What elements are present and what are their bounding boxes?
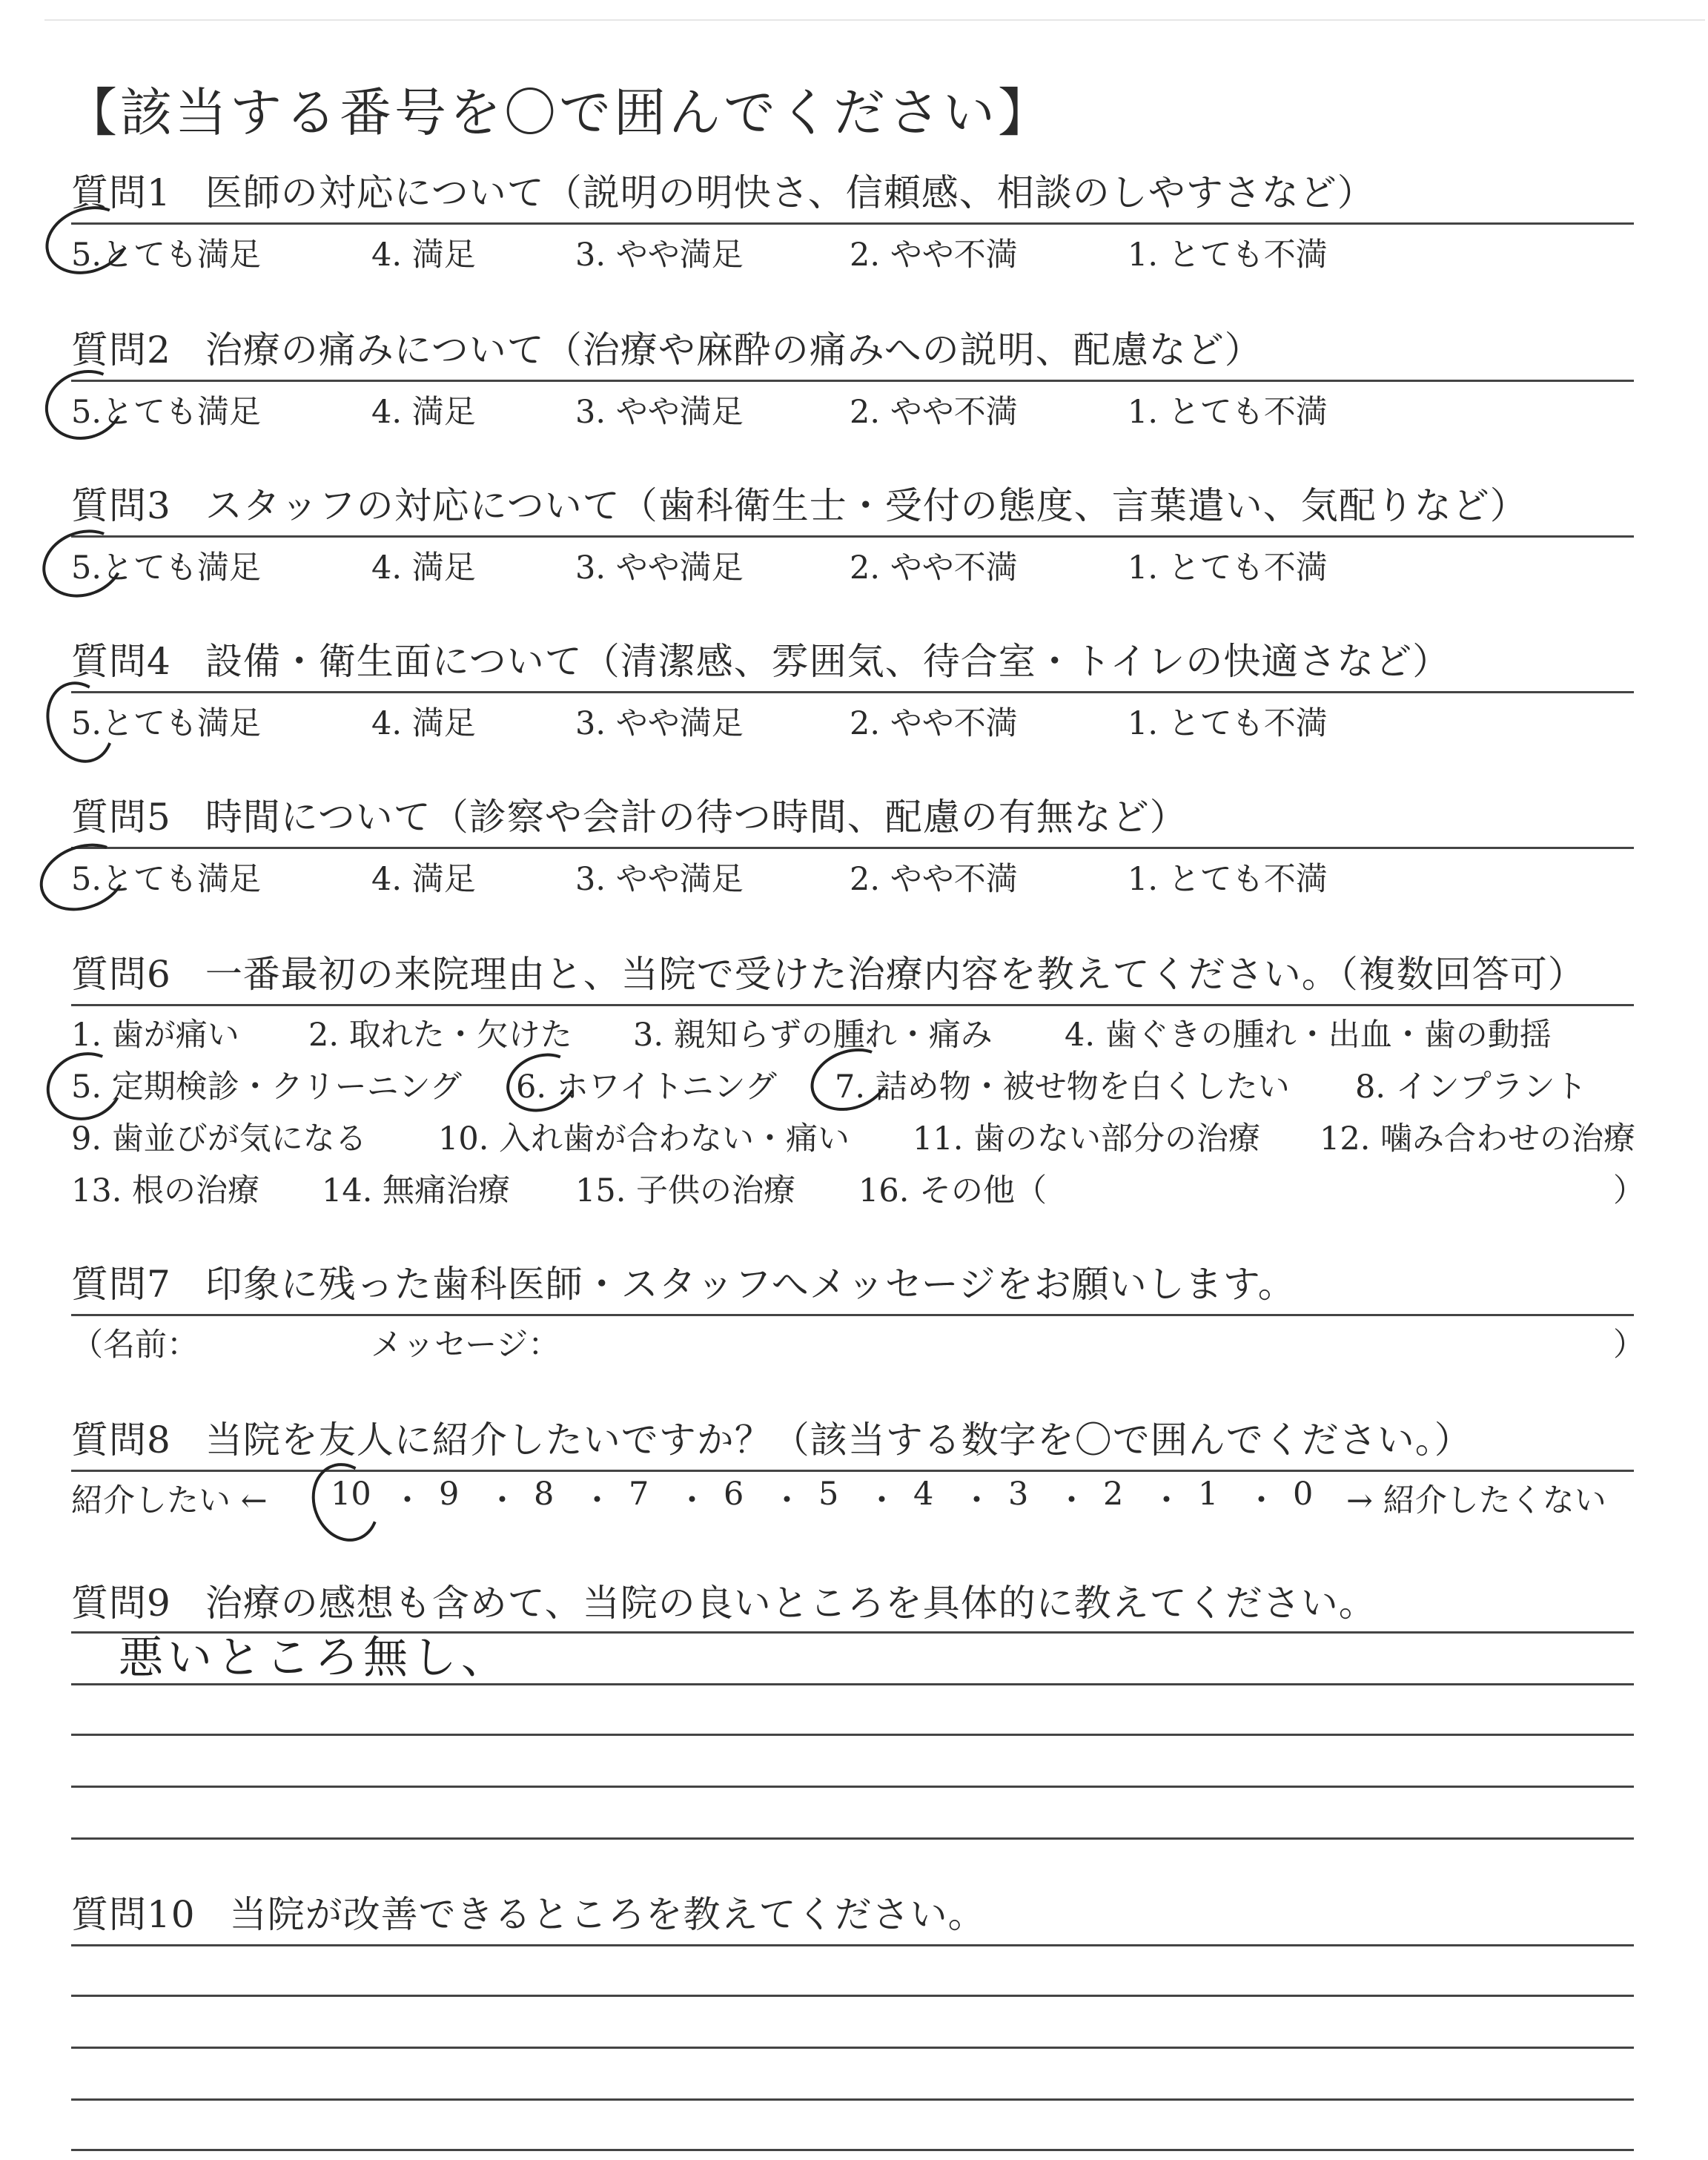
scale-7[interactable]: 7 (629, 1476, 649, 1513)
option-3[interactable]: 3. やや満足 (575, 237, 744, 274)
name-label: （名前： (71, 1327, 199, 1364)
option-2[interactable]: 2. やや不満 (850, 861, 1018, 898)
option-4[interactable]: 4. 満足 (371, 861, 476, 898)
option-1[interactable]: 1. とても不満 (1128, 237, 1328, 274)
scale-dot: ・ (1056, 1482, 1088, 1519)
scale-dot: ・ (961, 1482, 993, 1519)
scale-dot: ・ (486, 1482, 518, 1519)
answer-line (71, 1837, 1634, 1840)
option-3[interactable]: 3. やや満足 (575, 861, 744, 898)
answer-line (71, 1944, 1634, 1946)
question-number: 質問1 (71, 171, 171, 214)
option-11[interactable]: 11. 歯のない部分の治療 (913, 1120, 1261, 1157)
option-3[interactable]: 3. 親知らずの腫れ・痛み (633, 1017, 993, 1054)
question-4 (71, 630, 1634, 693)
question-7 (71, 1253, 1634, 1316)
selection-circle (498, 1044, 586, 1122)
option-13[interactable]: 13. 根の治療 (71, 1172, 260, 1209)
scale-dot: ・ (391, 1482, 423, 1519)
scale-dot: ・ (866, 1482, 898, 1519)
question-number: 質問5 (71, 796, 171, 839)
answer-line (71, 2047, 1634, 2049)
scale-dot: ・ (1151, 1482, 1182, 1519)
question-1 (71, 162, 1634, 225)
option-1[interactable]: 1. とても不満 (1128, 861, 1328, 898)
option-3[interactable]: 3. やや満足 (575, 549, 744, 587)
option-5[interactable]: 5.とても満足 (71, 237, 262, 274)
scale-9[interactable]: 9 (439, 1476, 460, 1513)
option-5[interactable]: 5.とても満足 (71, 394, 262, 431)
top-rule (44, 19, 1705, 21)
question-text: 治療の痛みについて（治療や麻酔の痛みへの説明、配慮など） (205, 328, 1262, 371)
option-4[interactable]: 4. 満足 (371, 237, 476, 274)
answer-line (71, 2098, 1634, 2101)
q6-row-4 (71, 1166, 1645, 1210)
option-1[interactable]: 1. とても不満 (1128, 549, 1328, 587)
scale-3[interactable]: 3 (1008, 1476, 1029, 1513)
q5-options (71, 854, 1635, 899)
option-1[interactable]: 1. とても不満 (1128, 394, 1328, 431)
option-3[interactable]: 3. やや満足 (575, 705, 744, 742)
question-text: 当院を友人に紹介したいですか？（該当する数字を〇で囲んでください。） (205, 1418, 1472, 1462)
form-heading: 【該当する番号を〇で囲んでください】 (65, 82, 1053, 143)
question-text: 印象に残った歯科医師・スタッフへメッセージをお願いします。 (205, 1263, 1296, 1306)
question-number: 質問3 (71, 484, 171, 527)
option-1[interactable]: 1. 歯が痛い (71, 1017, 239, 1054)
question-10 (71, 1883, 1634, 1944)
question-5 (71, 786, 1634, 849)
question-number: 質問9 (71, 1582, 171, 1625)
option-2[interactable]: 2. やや不満 (850, 394, 1018, 431)
scale-10[interactable]: 10 (331, 1476, 371, 1513)
close-paren: ） (1613, 1327, 1645, 1364)
q4-options (71, 698, 1635, 743)
question-text: 時間について（診察や会計の待つ時間、配慮の有無など） (205, 796, 1188, 839)
scale-right-label: → 紹介したくない (1346, 1482, 1606, 1519)
question-number: 質問6 (71, 953, 171, 996)
question-2 (71, 319, 1634, 382)
option-4[interactable]: 4. 満足 (371, 394, 476, 431)
scale-dot: ・ (1245, 1482, 1277, 1519)
option-8[interactable]: 8. インプラント (1355, 1069, 1587, 1106)
option-10[interactable]: 10. 入れ歯が合わない・痛い (438, 1120, 850, 1157)
option-12[interactable]: 12. 噛み合わせの治療 (1320, 1120, 1636, 1157)
question-number: 質問10 (71, 1893, 196, 1936)
scale-dot: ・ (676, 1482, 708, 1519)
scale-5[interactable]: 5 (818, 1476, 839, 1513)
q3-options (71, 543, 1635, 587)
question-number: 質問8 (71, 1418, 171, 1462)
scale-0[interactable]: 0 (1293, 1476, 1314, 1513)
question-8 (71, 1409, 1634, 1472)
scale-4[interactable]: 4 (913, 1476, 934, 1513)
option-2[interactable]: 2. やや不満 (850, 549, 1018, 587)
question-number: 質問7 (71, 1263, 171, 1306)
question-3 (71, 475, 1634, 538)
answer-line (71, 1734, 1634, 1736)
option-2[interactable]: 2. 取れた・欠けた (308, 1017, 572, 1054)
scale-dot: ・ (771, 1482, 803, 1519)
option-14[interactable]: 14. 無痛治療 (322, 1172, 511, 1209)
option-4[interactable]: 4. 満足 (371, 705, 476, 742)
question-text: 当院が改善できるところを教えてください。 (229, 1893, 986, 1936)
q7-fields (71, 1320, 1645, 1364)
q8-scale (71, 1476, 1635, 1520)
question-text: スタッフの対応について（歯科衛生士・受付の態度、言葉遣い、気配りなど） (205, 484, 1528, 527)
scale-8[interactable]: 8 (534, 1476, 555, 1513)
answer-line (71, 1786, 1634, 1788)
q2-options (71, 387, 1635, 432)
scale-dot: ・ (581, 1482, 613, 1519)
q6-row-3 (71, 1114, 1635, 1158)
option-4[interactable]: 4. 歯ぐきの腫れ・出血・歯の動揺 (1065, 1017, 1552, 1054)
option-16[interactable]: 16. その他（ (858, 1172, 1047, 1209)
question-number: 質問4 (71, 640, 171, 683)
option-15[interactable]: 15. 子供の治療 (575, 1172, 796, 1209)
option-5[interactable]: 5. 定期検診・クリーニング (71, 1069, 462, 1106)
option-3[interactable]: 3. やや満足 (575, 394, 744, 431)
question-6 (71, 943, 1634, 1006)
scale-6[interactable]: 6 (724, 1476, 744, 1513)
question-text: 一番最初の来院理由と、当院で受けた治療内容を教えてください。（複数回答可） (205, 953, 1586, 996)
message-label: メッセージ： (371, 1327, 560, 1364)
option-7[interactable]: 7. 詰め物・被せ物を白くしたい (835, 1069, 1290, 1106)
option-5[interactable]: 5.とても満足 (71, 861, 262, 898)
q1-options (71, 230, 1635, 274)
option-6[interactable]: 6. ホワイトニング (516, 1069, 777, 1106)
option-1[interactable]: 1. とても不満 (1128, 705, 1328, 742)
option-2[interactable]: 2. やや不満 (850, 705, 1018, 742)
scale-1[interactable]: 1 (1198, 1476, 1219, 1513)
question-number: 質問2 (71, 328, 171, 371)
scale-left-label: 紹介したい ← (71, 1482, 268, 1519)
answer-line (71, 2149, 1634, 2151)
option-4[interactable]: 4. 満足 (371, 549, 476, 587)
answer-line (71, 1995, 1634, 1997)
option-2[interactable]: 2. やや不満 (850, 237, 1018, 274)
option-9[interactable]: 9. 歯並びが気になる (71, 1120, 367, 1157)
question-text: 治療の感想も含めて、当院の良いところを具体的に教えてください。 (205, 1582, 1377, 1625)
option-5[interactable]: 5.とても満足 (71, 705, 262, 742)
scale-2[interactable]: 2 (1103, 1476, 1124, 1513)
question-text: 医師の対応について（説明の明快さ、信頼感、相談のしやすさなど） (205, 171, 1375, 214)
option-5[interactable]: 5.とても満足 (71, 549, 262, 587)
other-close-paren: ） (1613, 1172, 1645, 1209)
q9-handwritten-answer[interactable]: 悪いところ無し、 (119, 1632, 510, 1684)
question-text: 設備・衛生面について（清潔感、雰囲気、待合室・トイレの快適さなど） (205, 640, 1451, 683)
